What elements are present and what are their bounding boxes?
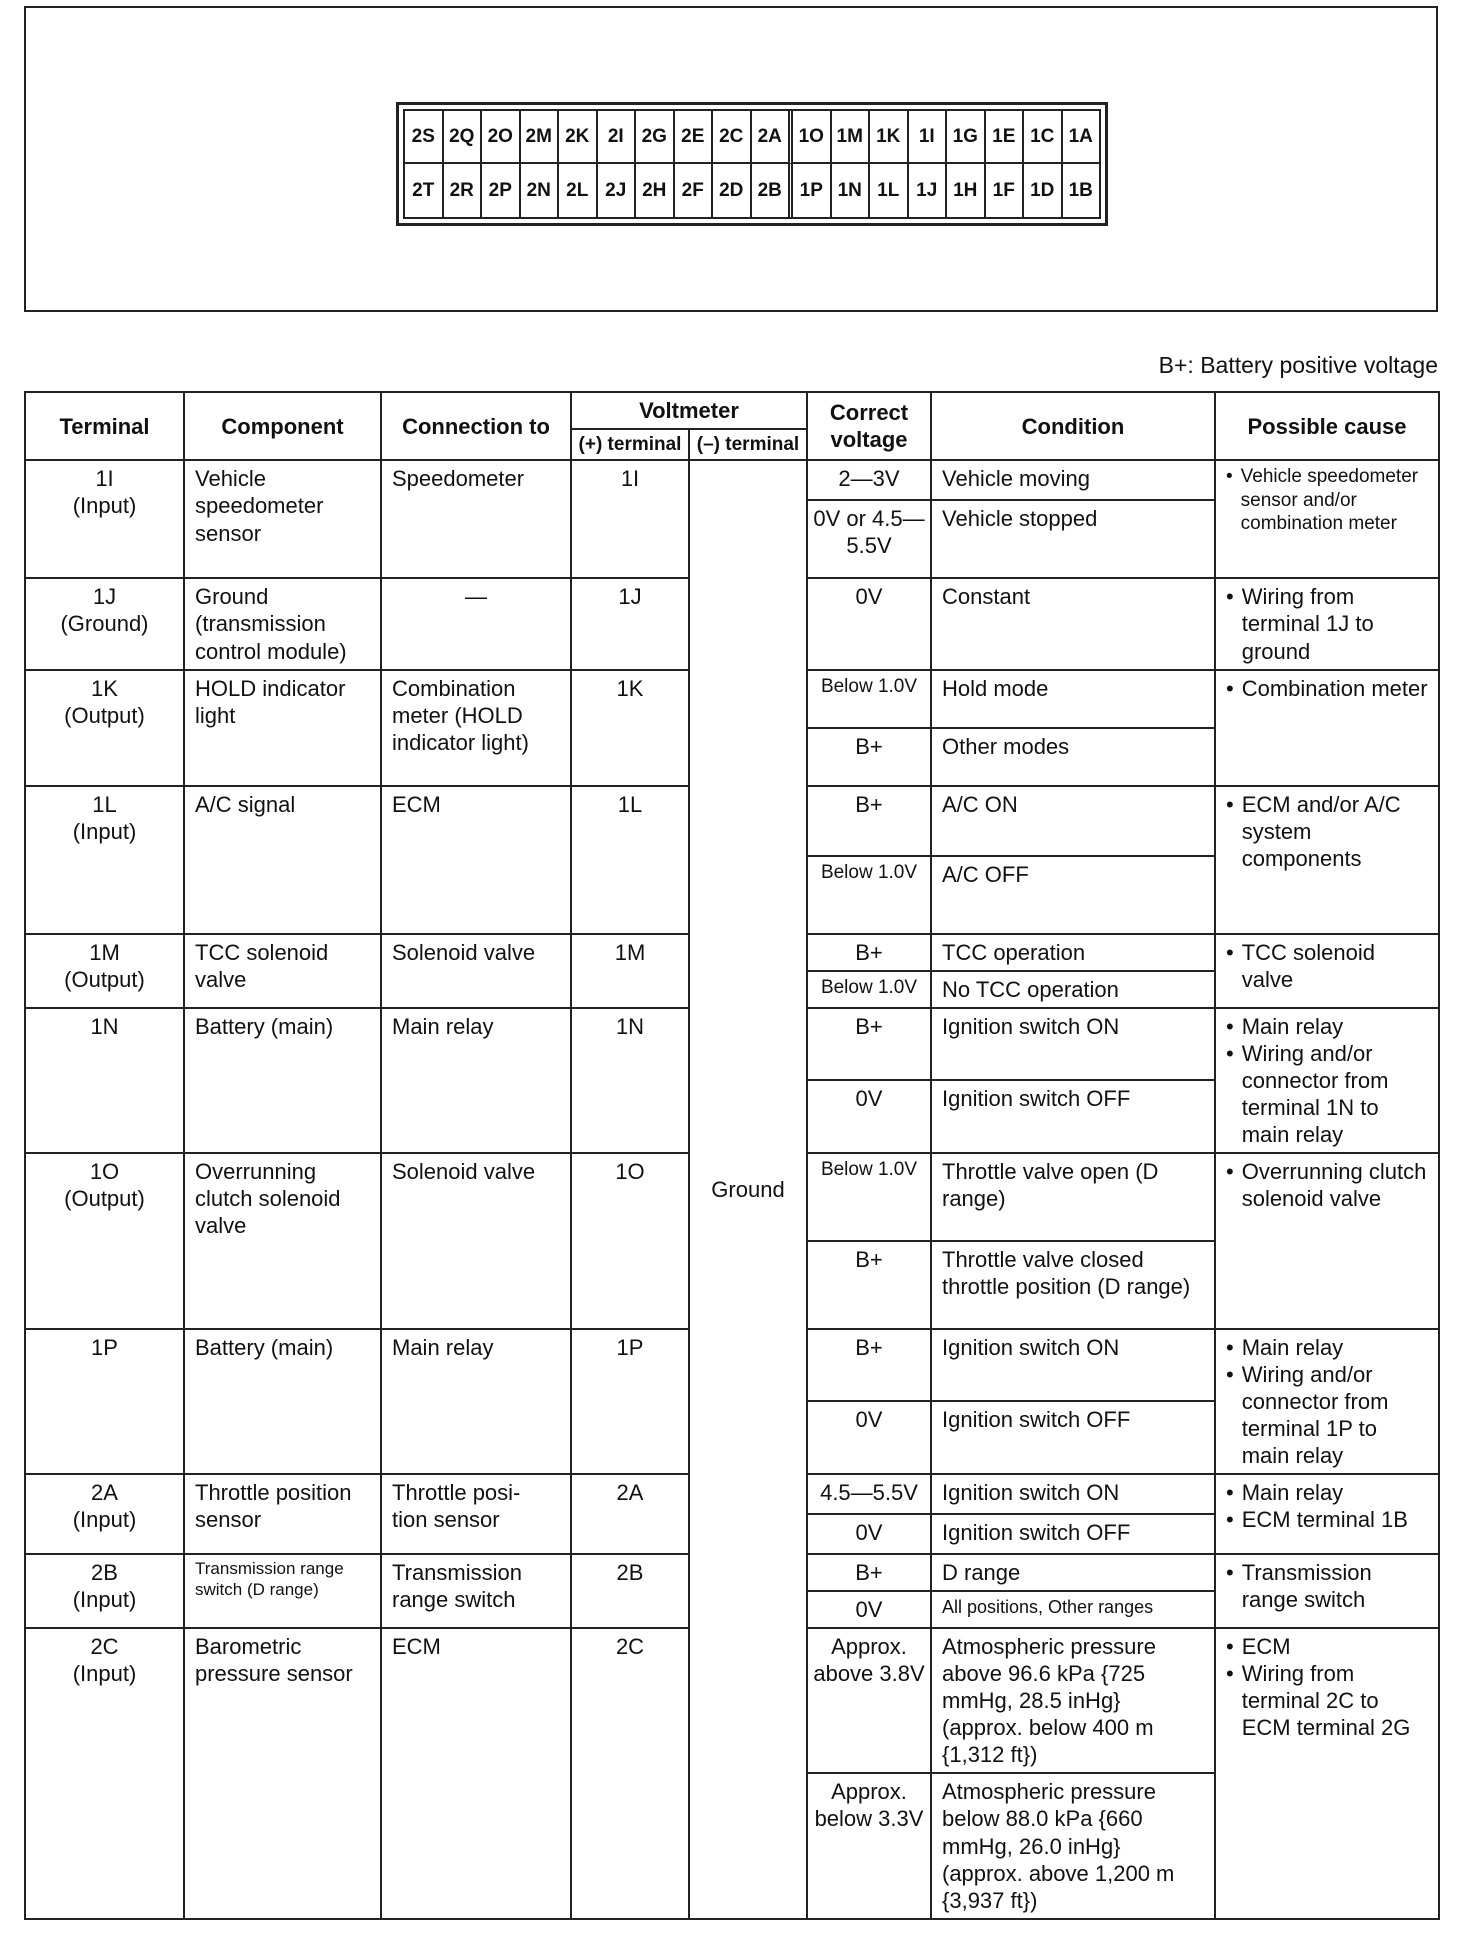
correct-voltage-cell: B+ xyxy=(807,1329,931,1402)
correct-voltage-cell: Approx. below 3.3V xyxy=(807,1773,931,1918)
connection-cell: Transmission range switch xyxy=(381,1554,571,1628)
cause-text: ECM xyxy=(1241,1634,1291,1660)
terminal-type: (Input) xyxy=(72,493,137,519)
header-plus-terminal: (+) terminal xyxy=(571,429,689,460)
correct-voltage-cell: B+ xyxy=(807,1554,931,1591)
cause-text: Wiring and/or connector from terminal 1N to main relay xyxy=(1241,1040,1389,1147)
possible-cause-cell xyxy=(1215,786,1439,934)
plus-terminal-cell: 1M xyxy=(571,934,689,1008)
possible-cause-cell xyxy=(1215,578,1439,669)
plus-terminal-cell: 1N xyxy=(571,1008,689,1153)
correct-voltage-cell: 0V xyxy=(807,1514,931,1554)
cause-item xyxy=(1226,1479,1428,1506)
bullet-icon: • xyxy=(1226,466,1233,488)
condition-cell: Vehicle moving xyxy=(931,460,1215,500)
condition-cell: Ignition switch OFF xyxy=(931,1080,1215,1153)
component-cell: Barometric pressure sensor xyxy=(184,1628,381,1918)
connector-pin: 2J xyxy=(598,164,637,217)
possible-cause-cell xyxy=(1215,934,1439,1008)
cause-text: Combination meter xyxy=(1241,675,1428,701)
condition-cell: Ignition switch ON xyxy=(931,1008,1215,1081)
terminal-type: (Input) xyxy=(72,818,137,844)
terminal-id: 1M xyxy=(89,939,120,965)
bullet-icon: • xyxy=(1226,939,1234,965)
correct-voltage-cell: B+ xyxy=(807,934,931,971)
terminal-cell xyxy=(25,1329,184,1474)
terminal-cell xyxy=(25,1153,184,1329)
condition-cell: Atmospheric pressure below 88.0 kPa {660 mmHg, 26.0 inHg} (approx. above 1,200 m {3,937 ft}) xyxy=(931,1773,1215,1918)
component-cell: Transmission range switch (D range) xyxy=(184,1554,381,1628)
terminal-cell xyxy=(25,1554,184,1628)
plus-terminal-cell: 1L xyxy=(571,786,689,934)
connector-pin: 2C xyxy=(713,111,752,164)
connector-pin: 2H xyxy=(636,164,675,217)
connector-pin: 2N xyxy=(521,164,560,217)
bullet-icon: • xyxy=(1226,1560,1234,1586)
header-voltmeter: Voltmeter xyxy=(571,392,807,429)
cause-text: Wiring from terminal 2C to ECM terminal 2G xyxy=(1241,1661,1411,1741)
connector-diagram xyxy=(24,6,1438,312)
plus-terminal-cell: 1P xyxy=(571,1329,689,1474)
connector-pin: 1J xyxy=(909,164,948,217)
connector-pin: 1F xyxy=(986,164,1025,217)
connector-bottom-row xyxy=(405,164,1099,217)
connector-pin: 2I xyxy=(598,111,637,164)
component-cell: Throttle position sensor xyxy=(184,1474,381,1554)
cause-item xyxy=(1226,1040,1428,1148)
cause-item xyxy=(1226,1559,1428,1613)
cause-item xyxy=(1226,465,1428,535)
bullet-icon: • xyxy=(1226,1334,1234,1360)
connector-pin: 1C xyxy=(1024,111,1063,164)
connector-pin: 1P xyxy=(793,164,832,217)
cause-item xyxy=(1226,1361,1428,1469)
cause-text: Transmission range switch xyxy=(1241,1560,1372,1613)
plus-terminal-cell: 2A xyxy=(571,1474,689,1554)
connector-pin: 2L xyxy=(559,164,598,217)
correct-voltage-cell: B+ xyxy=(807,728,931,786)
component-cell: Ground (transmission control module) xyxy=(184,578,381,669)
connector-pin: 1E xyxy=(986,111,1025,164)
connector-pin: 1B xyxy=(1068,179,1093,201)
connection-cell: ECM xyxy=(381,786,571,934)
table-row xyxy=(25,460,1439,500)
connector-pin: 1N xyxy=(832,164,871,217)
bullet-icon: • xyxy=(1226,1507,1234,1533)
bullet-icon: • xyxy=(1226,675,1234,701)
terminal-cell xyxy=(25,934,184,1008)
cause-item xyxy=(1226,1013,1428,1040)
connector-pin: 2B xyxy=(752,164,794,217)
cause-text: Main relay xyxy=(1241,1013,1344,1039)
terminal-table xyxy=(24,391,1440,1920)
terminal-id: 2B xyxy=(91,1560,118,1586)
possible-cause-cell xyxy=(1215,1329,1439,1474)
correct-voltage-cell: Below 1.0V xyxy=(807,971,931,1008)
condition-cell: Ignition switch OFF xyxy=(931,1514,1215,1554)
condition-cell: Ignition switch OFF xyxy=(931,1401,1215,1474)
condition-cell: All positions, Other ranges xyxy=(931,1591,1215,1628)
terminal-cell xyxy=(25,460,184,578)
component-cell: TCC solenoid valve xyxy=(184,934,381,1008)
connection-cell: Combination meter (HOLD indicator light) xyxy=(381,670,571,786)
plus-terminal-cell: 1J xyxy=(571,578,689,669)
connector-pin: 2A xyxy=(752,111,794,164)
cause-text: TCC solenoid valve xyxy=(1241,939,1375,992)
bullet-icon: • xyxy=(1226,584,1234,610)
plus-terminal-cell: 1O xyxy=(571,1153,689,1329)
connection-cell: Main relay xyxy=(381,1008,571,1153)
terminal-type: (Output) xyxy=(64,966,145,992)
condition-cell: A/C OFF xyxy=(931,856,1215,934)
condition-cell: Constant xyxy=(931,578,1215,669)
condition-cell: D range xyxy=(931,1554,1215,1591)
connector-pin: 2F xyxy=(675,164,714,217)
header-possible-cause: Possible cause xyxy=(1215,392,1439,460)
terminal-type: (Input) xyxy=(72,1507,137,1533)
connector-pin: 2S xyxy=(405,111,444,164)
correct-voltage-cell: 0V or 4.5—5.5V xyxy=(807,500,931,578)
possible-cause-cell xyxy=(1215,1554,1439,1628)
possible-cause-cell xyxy=(1215,1153,1439,1329)
header-correct-voltage: Correct voltage xyxy=(807,392,931,460)
terminal-type: (Input) xyxy=(72,1661,137,1687)
plus-terminal-cell: 1I xyxy=(571,460,689,578)
component-cell: HOLD indicator light xyxy=(184,670,381,786)
connector-pin: 2T xyxy=(405,164,444,217)
cause-text: Wiring from terminal 1J to ground xyxy=(1241,584,1374,664)
terminal-type: (Input) xyxy=(72,1587,137,1613)
correct-voltage-cell: 0V xyxy=(807,1591,931,1628)
correct-voltage-cell: Approx. above 3.8V xyxy=(807,1628,931,1773)
connector-pin: 1I xyxy=(909,111,948,164)
cause-item xyxy=(1226,675,1428,702)
correct-voltage-cell: Below 1.0V xyxy=(807,1153,931,1241)
condition-cell: Throttle valve open (D range) xyxy=(931,1153,1215,1241)
cause-text: Main relay xyxy=(1241,1480,1344,1506)
connector-pin: 2P xyxy=(482,164,521,217)
terminal-cell xyxy=(25,578,184,669)
bullet-icon: • xyxy=(1226,1013,1234,1039)
condition-cell: Hold mode xyxy=(931,670,1215,728)
cause-item xyxy=(1226,939,1428,993)
terminal-type: (Output) xyxy=(64,1185,145,1211)
connector-top-row xyxy=(405,111,1099,164)
terminal-id: 1L xyxy=(92,791,117,817)
header-minus-terminal: (–) terminal xyxy=(689,429,807,460)
terminal-type: (Ground) xyxy=(60,611,149,637)
terminal-id: 2A xyxy=(91,1480,118,1506)
connector-pin: 1L xyxy=(870,164,909,217)
connection-cell: Solenoid valve xyxy=(381,934,571,1008)
cause-item xyxy=(1226,1158,1428,1212)
header-terminal: Terminal xyxy=(25,392,184,460)
connector-pin: 2G xyxy=(636,111,675,164)
connection-cell: — xyxy=(381,578,571,669)
connection-cell: Main relay xyxy=(381,1329,571,1474)
correct-voltage-cell: B+ xyxy=(807,1008,931,1081)
plus-terminal-cell: 2C xyxy=(571,1628,689,1918)
bullet-icon: • xyxy=(1226,791,1234,817)
connection-cell: Throttle posi- tion sensor xyxy=(381,1474,571,1554)
terminal-id: 1O xyxy=(89,1158,120,1184)
header-connection: Connection to xyxy=(381,392,571,460)
condition-cell: No TCC operation xyxy=(931,971,1215,1008)
possible-cause-cell xyxy=(1215,1628,1439,1918)
connector-pin: 2O xyxy=(482,111,521,164)
cause-item xyxy=(1226,1506,1428,1533)
correct-voltage-cell: 0V xyxy=(807,1401,931,1474)
table-body xyxy=(25,460,1439,1918)
bullet-icon: • xyxy=(1226,1480,1234,1506)
correct-voltage-cell: B+ xyxy=(807,786,931,856)
cause-item xyxy=(1226,1633,1428,1660)
condition-cell: Throttle valve closed throttle position (D range) xyxy=(931,1241,1215,1329)
connector xyxy=(396,102,1108,226)
cause-text: Wiring and/or connector from terminal 1P to main relay xyxy=(1241,1361,1389,1469)
condition-cell: TCC operation xyxy=(931,934,1215,971)
battery-voltage-note: B+: Battery positive voltage xyxy=(1158,352,1438,378)
possible-cause-cell xyxy=(1215,1008,1439,1153)
condition-cell: Atmospheric pressure above 96.6 kPa {725 mmHg, 28.5 inHg} (approx. below 400 m {1,312 ft}) xyxy=(931,1628,1215,1773)
component-cell: Battery (main) xyxy=(184,1008,381,1153)
bullet-icon: • xyxy=(1226,1661,1234,1687)
possible-cause-cell xyxy=(1215,1474,1439,1554)
correct-voltage-cell: 0V xyxy=(807,1080,931,1153)
correct-voltage-cell: 2—3V xyxy=(807,460,931,500)
connector-pin: 1A xyxy=(1063,111,1100,164)
correct-voltage-cell: 4.5—5.5V xyxy=(807,1474,931,1514)
connector-pin: 2M xyxy=(521,111,560,164)
terminal-id: 1J xyxy=(92,584,117,610)
correct-voltage-cell: 0V xyxy=(807,578,931,669)
bullet-icon: • xyxy=(1226,1361,1234,1387)
condition-cell: Vehicle stopped xyxy=(931,500,1215,578)
terminal-type: (Output) xyxy=(64,702,145,728)
condition-cell: Ignition switch ON xyxy=(931,1329,1215,1402)
bullet-icon: • xyxy=(1226,1634,1234,1660)
terminal-cell xyxy=(25,1008,184,1153)
condition-cell: A/C ON xyxy=(931,786,1215,856)
terminal-cell xyxy=(25,670,184,786)
condition-cell: Ignition switch ON xyxy=(931,1474,1215,1514)
cause-item xyxy=(1226,583,1428,664)
connector-pin: 1G xyxy=(947,111,986,164)
correct-voltage-cell: Below 1.0V xyxy=(807,856,931,934)
connector-pin: 2Q xyxy=(444,111,483,164)
terminal-id: 2C xyxy=(90,1634,119,1660)
terminal-id: 1N xyxy=(90,1013,119,1039)
cause-item xyxy=(1226,1334,1428,1361)
bullet-icon: • xyxy=(1226,1040,1234,1066)
connector-pin: 2D xyxy=(713,164,752,217)
plus-terminal-cell: 1K xyxy=(571,670,689,786)
component-cell: A/C signal xyxy=(184,786,381,934)
correct-voltage-cell: B+ xyxy=(807,1241,931,1329)
ground-cell: Ground xyxy=(689,460,807,1918)
connector-pin: 1O xyxy=(793,111,832,164)
plus-terminal-cell: 2B xyxy=(571,1554,689,1628)
header-component: Component xyxy=(184,392,381,460)
component-cell: Overrunning clutch solenoid valve xyxy=(184,1153,381,1329)
terminal-cell xyxy=(25,1474,184,1554)
cause-text: Overrunning clutch solenoid valve xyxy=(1241,1158,1427,1211)
cause-text: ECM and/or A/C system components xyxy=(1241,791,1401,871)
component-cell: Vehicle speedometer sensor xyxy=(184,460,381,578)
connector-pin: 1M xyxy=(832,111,871,164)
connector-pin: 2R xyxy=(444,164,483,217)
terminal-id: 1P xyxy=(91,1334,118,1360)
connector-pin: 1K xyxy=(870,111,909,164)
connection-cell: Speedometer xyxy=(381,460,571,578)
possible-cause-cell xyxy=(1215,460,1439,578)
cause-text: Vehicle speedometer sensor and/or combination meter xyxy=(1240,466,1419,535)
condition-cell: Other modes xyxy=(931,728,1215,786)
terminal-cell xyxy=(25,1628,184,1918)
component-cell: Battery (main) xyxy=(184,1329,381,1474)
cause-item xyxy=(1226,791,1428,872)
connector-pin: 1H xyxy=(947,164,986,217)
connection-cell: Solenoid valve xyxy=(381,1153,571,1329)
header-condition: Condition xyxy=(931,392,1215,460)
connector-pin: 1D xyxy=(1024,164,1063,217)
cause-text: Main relay xyxy=(1241,1334,1344,1360)
possible-cause-cell xyxy=(1215,670,1439,786)
connector-pin: 2E xyxy=(675,111,714,164)
terminal-id: 1K xyxy=(91,675,118,701)
terminal-id: 1I xyxy=(95,466,114,492)
cause-text: ECM terminal 1B xyxy=(1241,1507,1408,1533)
terminal-cell xyxy=(25,786,184,934)
correct-voltage-cell: Below 1.0V xyxy=(807,670,931,728)
bullet-icon: • xyxy=(1226,1158,1234,1184)
cause-item xyxy=(1226,1660,1428,1741)
connector-pin: 2K xyxy=(559,111,598,164)
connection-cell: ECM xyxy=(381,1628,571,1918)
